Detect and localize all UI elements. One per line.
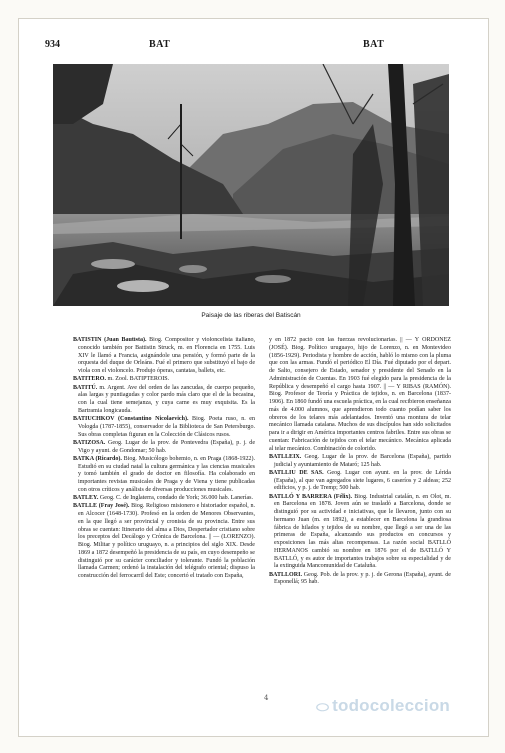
entry-headword: BATISTÍN (Juan Bautista). <box>73 337 147 343</box>
dictionary-entry <box>73 495 255 503</box>
entry-text: Biog. Industrial catalán, n. en Olot, m. en Barcelona en 1878. Joven aún se trasladó a Barcelona, donde se distinguió por su actividad e iniciativas, que le llevaron, junto con su hermano Juan (m. en 1892), a establecer en Barcelona la grandiosa fábrica de hilados y tejidos de su nombre, que llegó a ser una de las primeras de España, alcanzando sus productos en concursos y exposiciones las más altas recompensas. La razón social BATLLÓ HERMANOS cambió su nombre en 1876 por el de BATLLÓ Y BATLLÓ, y es autor de importantes trabajos sobre su especialidad y de la extinguida Mancomunidad de Cataluña. <box>274 493 451 570</box>
entry-headword: BATITÚ. <box>73 384 98 391</box>
entry-text: Biog. Musicólogo bohemio, n. en Praga (1868-1922). Estudió en su ciudad natal la cultura germánica y las ciencias musicales y tomó también el grado de doctor en filosofía. Ha colaborado en importantes revistas musicales de Praga y de Viena y tiene publicadas con otros críticos y análisis de diversas producciones musicales. <box>78 455 255 493</box>
dictionary-entry <box>73 416 255 439</box>
landscape-illustration <box>53 64 449 306</box>
watermark-logo-icon: ⬭ <box>316 699 330 716</box>
entry-text: Biog. Poeta ruso, n. en Vologda (1787-1855), conservador de la Biblioteca de San Petersburgo. Sus obras completas figuran en la Colección de Clásicos rusos. <box>78 416 255 438</box>
left-column <box>73 337 255 720</box>
page-mark: 4 <box>264 694 269 702</box>
entry-text: Biog. Compositor y violoncelista italiano, conocido también por Battistin Struck, m. en Florencia en 1755. Luis XIV le llamó a Francia, asignándole una pensión, y formó parte de la orquesta del duque de Orleáns. Fué el primero que substituyó el bajo de viola con el violoncelo. Produjo óperas, cantatas, ballets, etc. <box>78 337 255 374</box>
dictionary-entry <box>269 494 451 572</box>
running-head-right: BAT <box>363 39 385 50</box>
dictionary-entry <box>269 454 451 470</box>
entry-text: Geog. Lugar con ayunt. en la prov. de Lérida (España), al que van agregados siete lugares, 6 caseríos y 2 aldeas; 252 edificios, y p. j. de Tremp; 500 hab. <box>274 469 451 492</box>
watermark <box>316 696 450 716</box>
entry-text: Geog. Pob. de la prov. y p. j. de Gerona (España), ayunt. de Esponellá; 95 hab. <box>274 571 451 586</box>
right-column <box>269 337 451 720</box>
dictionary-entry <box>269 337 451 453</box>
figure-caption: Paisaje de las riberas del Batiscán <box>201 312 301 319</box>
dictionary-entry <box>73 385 255 416</box>
watermark-text: todocoleccion <box>332 696 450 715</box>
entry-headword: BATLLEIX. <box>269 453 302 460</box>
entry-text: m. Zool. BATIPTEROIS. <box>106 376 170 383</box>
dictionary-entry <box>73 440 255 456</box>
entry-headword: BATKA (Ricardo). <box>73 455 122 462</box>
dictionary-entry <box>73 337 255 376</box>
dictionary-entry <box>73 503 255 581</box>
entry-text: Geog. C. de Inglaterra, condado de York; 36.000 hab. Lanerías. <box>98 495 254 501</box>
encyclopedia-page <box>18 18 489 737</box>
dictionary-entry <box>269 572 451 588</box>
entry-headword: BATIUCHKOV (Constantino Nicolaevich). <box>73 416 189 422</box>
entry-text: m. Argent. Ave del orden de las zancudas, de cuerpo pequeño, alas largas y puntiagudas y color pardo más claro que el de la becasina, con la cual tiene semejanza, y cuya carne es muy exquisita. Es la Bartramia longicauda. <box>78 384 255 414</box>
entry-headword: BATLLORI. <box>269 571 302 578</box>
entry-headword: BATITERO. <box>73 376 106 383</box>
running-head-left: BAT <box>149 39 171 50</box>
entry-text: Geog. Lugar de la prov. de Barcelona (España), partido judicial y ayuntamiento de Mataró; 125 hab. <box>274 453 451 468</box>
page-number: 934 <box>45 39 60 50</box>
entry-text: Geog. Lugar de la prov. de Pontevedra (España), p. j. de Vigo y ayunt. de Gondomar; 50 hab. <box>78 439 255 454</box>
entry-headword: BATLEY. <box>73 495 99 501</box>
entry-text: y en 1872 pactó con las fuerzas revolucionarias. || — Y ORDÓÑEZ (JOSÉ). Biog. Político uruguayo, hijo de Lorenzo, n. en Montevideo (1856-1929). Periodista y hombre de acción, habló lo mismo con la pluma que con las armas. Fundó el periódico El Día. Fué diputado por el depart. de Salto, consejero de Estado, senador y presidente del Senado en la Administración de Cuentas. En 1903 fué elegido para la presidencia de la República y desempeñó el cargo hasta 1907. || — Y RIBAS (RAMÓN). Biog. Profesor de Teoría y Práctica de tejidos, n. en Barcelona (1837-1906). En 1860 fundó una escuela práctica, en la cual recibieron enseñanza más de 4.000 alumnos, que aprendieron todo cuanto podían saber los obreros de los telares más adelantados. Inventó una montura de telar mecánico llamada catalana. Muchos de sus discípulos han sido solicitados para ir a dirigir en América importantes centros fabriles. Entre sus obras se cuentan: Fabricación de tejidos con el telar mecánico. Mecánica aplicada al telar mecánico. Combinación de colorido. <box>269 337 451 452</box>
landscape-photo <box>53 64 449 306</box>
entry-text: Biog. Religioso misionero e historiador español, n. en Alcocer (1648-1730). Profesó en la orden de Menores Observantes, en la que llegó a ser provincial y cronista de su provincia. Entre sus obras se cuentan: Itinerario del alma a Dios, Despertador cristiano sobre los preceptos del Decálogo y Crónica de Barcelona. || — (LORENZO). Biog. Militar y político uruguayo, n. a principios del siglo XIX. Desde 1869 a 1872 desempeñó la presidencia de su país, en cuyo desempeño se distinguió por su carácter conciliador y tolerante. Fundó la población llamada Carmen; ordenó la instalación del telégrafo oriental; dispuso la construcción del ferrocarril del Este; concertó el tratado con España, <box>78 503 255 579</box>
entry-headword: BATLLE (Fray José). <box>73 503 130 510</box>
entry-headword: BATIZOSA. <box>73 439 106 446</box>
running-header <box>45 39 458 53</box>
entry-headword: BATLLIU DE SAS. <box>269 469 324 476</box>
dictionary-entry <box>73 456 255 495</box>
entry-headword: BATLLÓ Y BARRERA (Félix). <box>269 493 353 500</box>
text-columns <box>73 337 456 720</box>
dictionary-entry <box>269 470 451 493</box>
dictionary-entry <box>73 376 255 384</box>
